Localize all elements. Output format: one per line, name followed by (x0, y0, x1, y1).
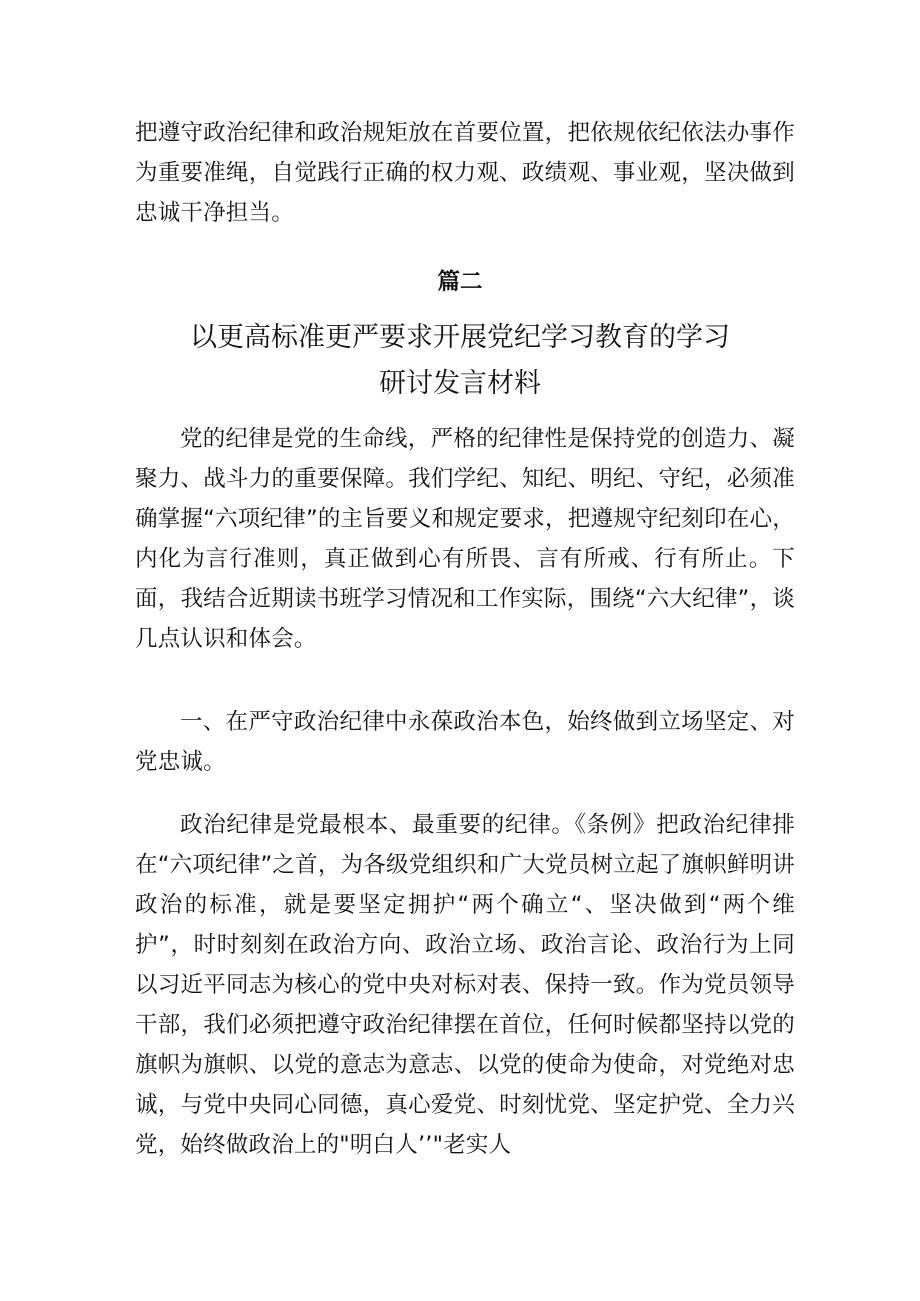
intro-paragraph: 党的纪律是党的生命线，严格的纪律性是保持党的创造力、凝聚力、战斗力的重要保障。我们学纪、知纪、明纪、守纪，必须准确掌握“六项纪律”的主旨要义和规定要求，把遵规守纪刻印在心，内化为言行准则，真正做到心有所畏、言有所戒、行有所止。下面，我结合近期读书班学习情况和工作实际，围绕“六大纪律”，谈几点认识和体会。 (135, 426, 795, 652)
political-discipline-paragraph: 政治纪律是党最根本、最重要的纪律。《条例》把政治纪律排在“六项纪律”之首，为各级党组织和广大党员树立起了旗帜鲜明讲政治的标准，就是要坚定拥护“两个确立“、坚决做到“两个维护”，时时刻刻在政治方向、政治立场、政治言论、政治行为上同以习近平同志为核心的党中央对标对表、保持一致。作为党员领导干部，我们必须把遵守政治纪律摆在首位，任何时候都坚持以党的旗帜为旗帜、以党的意志为意志、以党的使命为使命，对党绝对忠诚，与党中央同心同德，真心爱党、时刻忧党、坚定护党、全力兴党，始终做政治上的"明白人’’"老实人 (135, 812, 795, 1158)
document-title-line-2: 研讨发言材料 (379, 368, 541, 399)
section-label: 篇二 (437, 269, 483, 295)
document-title-line-1: 以更高标准更严要求开展党纪学习教育的学习 (190, 322, 730, 353)
continuation-paragraph: 把遵守政治纪律和政治规矩放在首要位置，把依规依纪依法办事作为重要准绳，自觉践行正确的权力观、政绩观、事业观，坚决做到忠诚干净担当。 (135, 120, 795, 226)
section-heading-1: 一、在严守政治纪律中永葆政治本色，始终做到立场坚定、对党忠诚。 (135, 709, 795, 775)
